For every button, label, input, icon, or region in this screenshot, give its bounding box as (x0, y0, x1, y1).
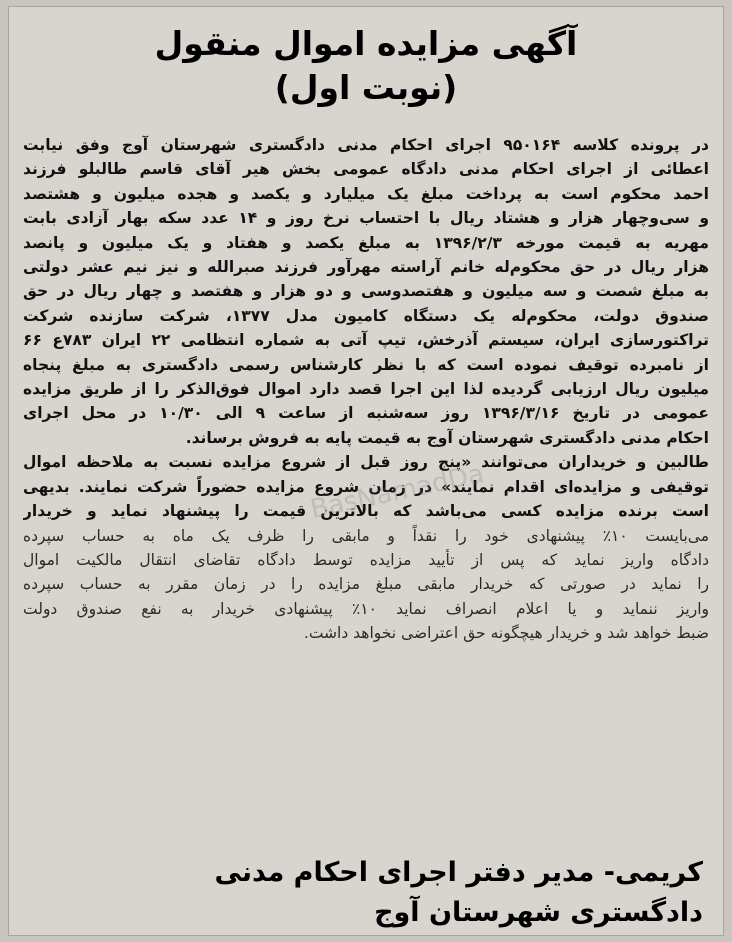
body-line: میلیون ریال ارزیابی گردیده لذا این اجرا قصد دارد اموال فوق‌الذکر را از طریق مزایده (23, 380, 709, 399)
body-line: از نامبرده توقیف نموده است که با نظر کارشناس رسمی دادگستری به مبلغ پنجاه (23, 355, 709, 374)
body-line: ضبط خواهد شد و خریدار هیچگونه حق اعتراضی نخواهد داشت. (303, 624, 709, 643)
body-line: مهریه به قیمت مورخه ۱۳۹۶/۲/۳ به مبلغ یکصد و هفتاد و یک میلیون و پانصد (23, 233, 709, 252)
body-line: طالبین و خریداران می‌توانند «پنج روز قبل از شروع مزایده نسبت به ملاحظه اموال (23, 453, 709, 472)
notice-sheet (8, 6, 724, 936)
body-line: اعطائی از اجرای احکام مدنی دادگاه عمومی بخش هیر آقای قاسم طالبلو فرزند (23, 160, 709, 179)
body-line: توقیفی و مزایده‌ای اقدام نمایند» در زمان شروع مزایده حضوراً شرکت نمایند. بدیهی (23, 477, 709, 496)
notice-body (23, 133, 709, 646)
body-line: می‌بایست ۱۰٪ پیشنهادی خود را نقداً و مابقی را ظرف یک ماه به حساب سپرده (23, 526, 709, 545)
body-line: است برنده مزایده کسی می‌باشد که بالاترین قیمت را پیشنهاد نماید و خریدار (23, 502, 709, 521)
body-line: به مبلغ شصت و سه میلیون و هفتصدوسی و دو هزار و هفتصد و چهار ریال در حق (23, 282, 709, 301)
notice-title: آگهی مزایده اموال منقول (154, 24, 578, 63)
body-line: را نماید در صورتی که خریدار مابقی مبلغ مزایده را در زمان مقرر به حساب سپرده (23, 575, 709, 594)
notice-subtitle: (نوبت اول) (274, 68, 458, 107)
body-line: و سی‌وچهار هزار و هشتاد ریال با احتساب نرخ روز و ۱۴ عدد سکه بهار آزادی بابت (23, 209, 709, 228)
body-line: هزار ریال در حق محکوم‌له خانم آراسته مهرآور فرزند صبرالله و نیز نیم عشر دولتی (23, 258, 709, 277)
body-line: احمد محکوم است به پرداخت مبلغ یک میلیارد و یکصد و هجده میلیون و هشتصد (23, 184, 709, 203)
body-line: در پرونده کلاسه ۹۵۰۱۶۴ اجرای احکام مدنی دادگستری شهرستان آوج وفق نیابت (23, 136, 709, 154)
signature-line: دادگستری شهرستان آوج (374, 897, 703, 928)
signature-block (215, 853, 703, 933)
body-line: عمومی در تاریخ ۱۳۹۶/۳/۱۶ روز سه‌شنبه از ساعت ۹ الی ۱۰/۳۰ در محل اجرای (23, 404, 709, 423)
watermark-logo: BasNamadDa (307, 458, 487, 526)
signature-line: کریمی- مدیر دفتر اجرای احکام مدنی (214, 857, 703, 888)
body-line: احکام مدنی دادگستری شهرستان آوج به قیمت پایه به فروش برساند. (185, 428, 709, 447)
body-line: تراکتورسازی ایران، سیستم آذرخش، تیپ آتی به شماره انتظامی ۲۲ ایران ۷۸۳ع ۶۶ (23, 331, 709, 350)
body-line: واریز ننماید و یا اعلام انصراف نماید ۱۰٪ پیشنهادی خریدار به نفع صندوق دولت (23, 599, 709, 618)
body-line: دادگاه واریز نماید که پس از تأیید مزایده توسط دادگاه تقاضای انتقال مالکیت اموال (23, 550, 709, 569)
body-line: صندوق دولت، محکوم‌له یک دستگاه کامیون مدل ۱۳۷۷، شرکت سازنده شرکت (23, 306, 709, 325)
